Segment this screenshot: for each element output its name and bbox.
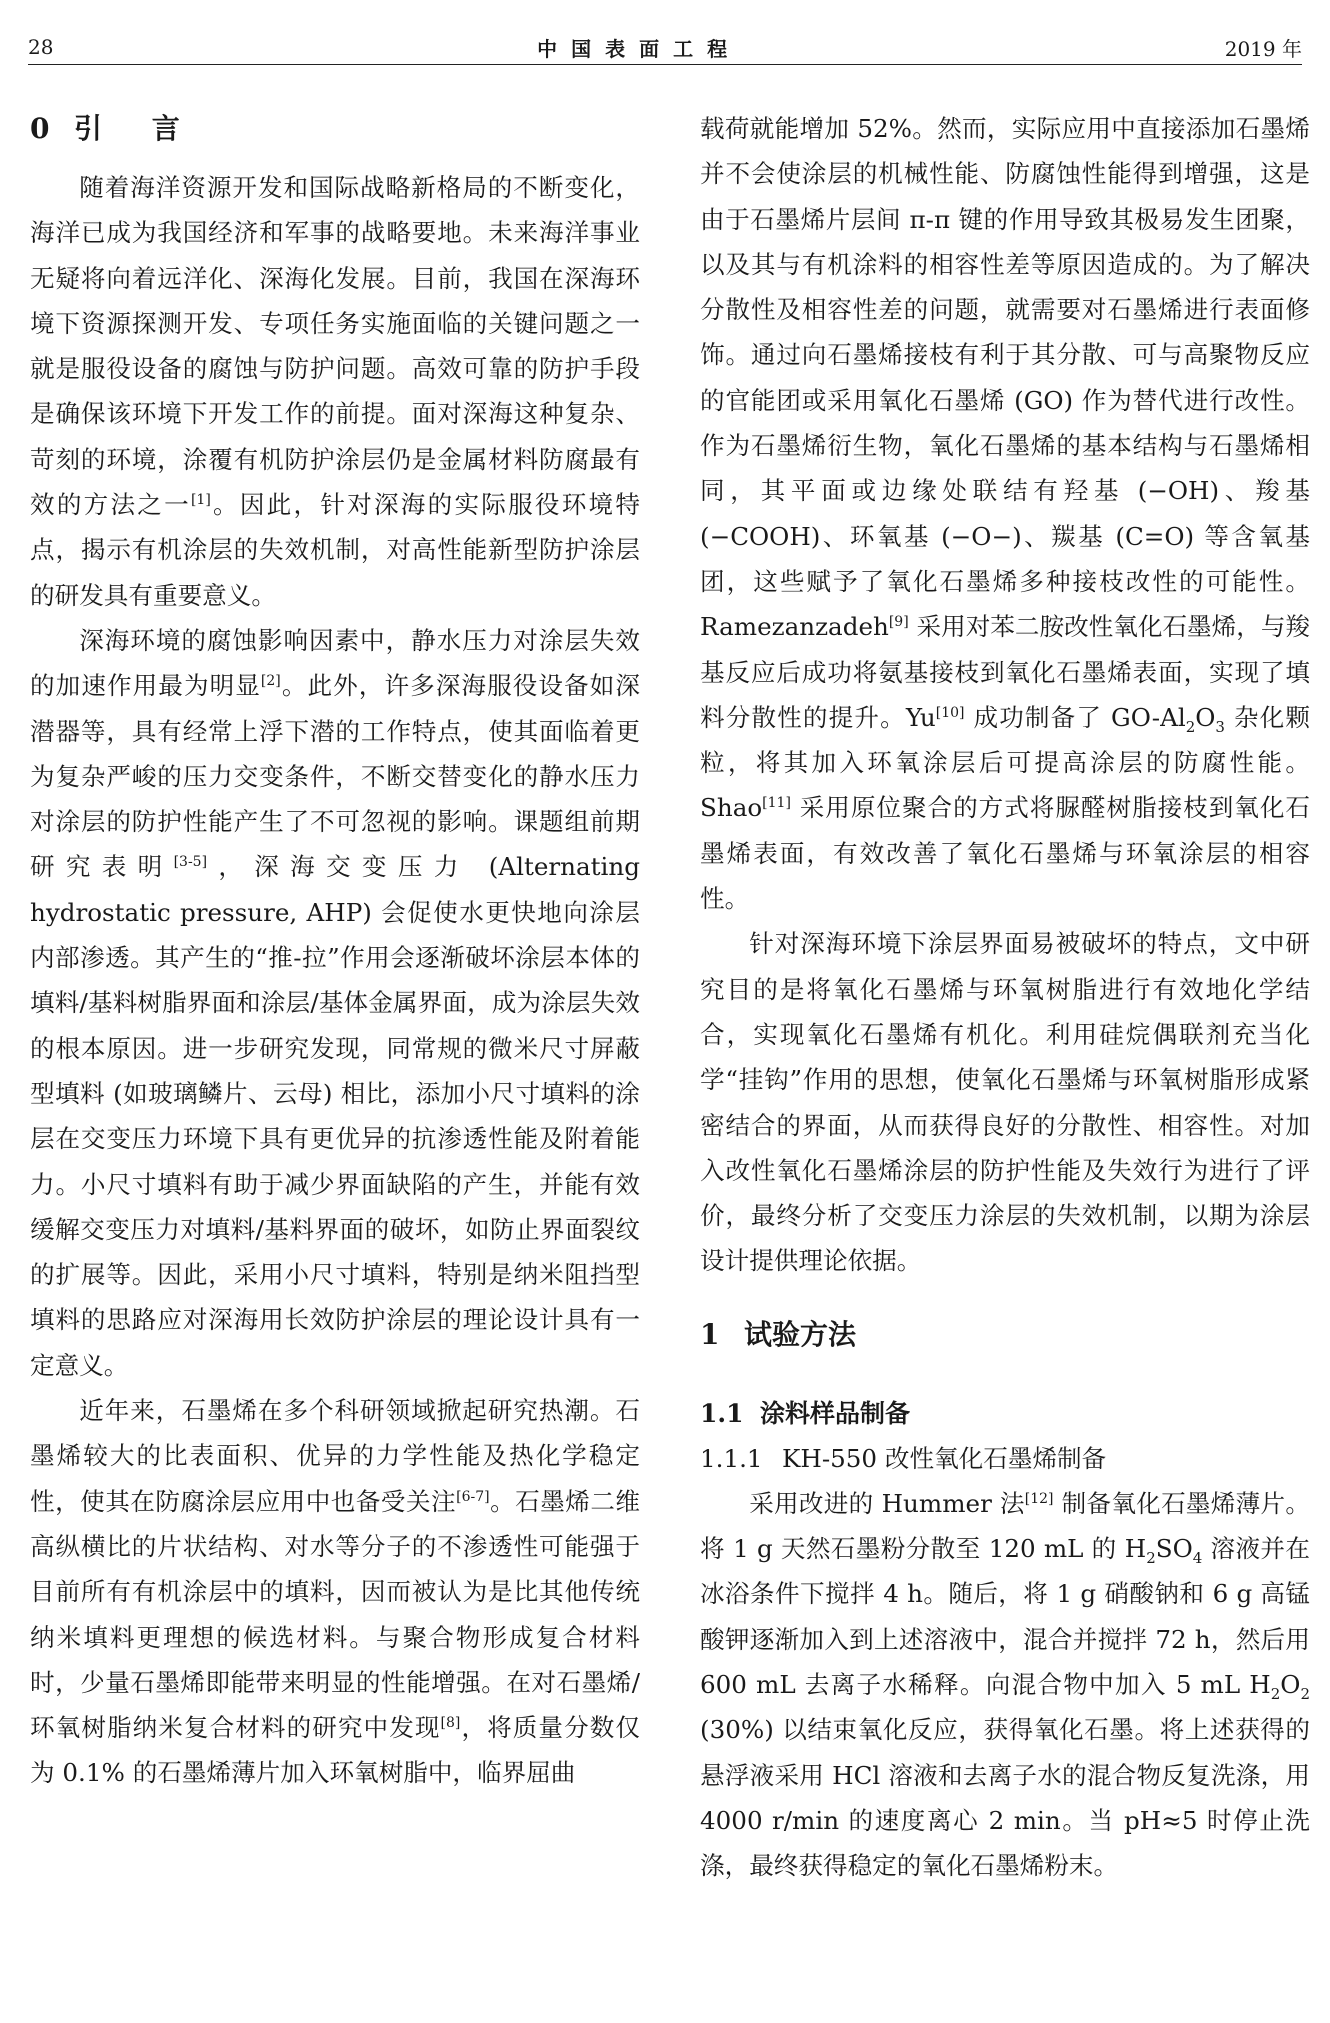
citation-ref[interactable]: [8]: [440, 1714, 461, 1731]
subsubsection-title: KH-550 改性氧化石墨烯制备: [782, 1443, 1107, 1473]
citation-ref[interactable]: [12]: [1024, 1490, 1054, 1507]
running-header: [28, 30, 1302, 65]
section-number: 1: [700, 1317, 720, 1351]
citation-ref[interactable]: [11]: [762, 795, 791, 812]
intro-paragraph-4: 针对深海环境下涂层界面易被破坏的特点，文中研究目的是将氧化石墨烯与环氧树脂进行有效地化学结合，实现氧化石墨烯有机化。利用硅烷偶联剂充当化学“挂钩”作用的思想，使氧化石墨烯与环氧树脂形成紧密结合的界面，从而获得良好的分散性、相容性。对加入改性氧化石墨烯涂层的防护性能及失效行为进行了评价，最终分析了交变压力涂层的失效机制，以期为涂层设计提供理论依据。: [700, 929, 1310, 1276]
subsection-heading: [700, 1391, 1310, 1436]
journal-title: 中国表面工程: [537, 36, 742, 61]
intro-paragraph-3-continued: 载荷就能增加 52%。然而，实际应用中直接添加石墨烯并不会使涂层的机械性能、防腐蚀性能得到增强，这是由于石墨烯片层间 π-π 键的作用导致其极易发生团聚，以及其与有机涂料的相容性差等原因造成的。为了解决分散性及相容性差的问题，就需要对石墨烯进行表面修饰。通过向石墨烯接枝有利于其分散、可与高聚物反应的官能团或采用氧化石墨烯 (GO) 作为替代进行改性。作为石墨烯衍生物，氧化石墨烯的基本结构与石墨烯相同，其平面或边缘处联结有羟基 (−OH)、羧基 (−COOH)、环氧基 (−O−)、羰基 (C=O) 等含氧基团，这些赋予了氧化石墨烯多种接枝改性的可能性。Ramezanzadeh[9] 采用对苯二胺改性氧化石墨烯，与羧基反应后成功将氨基接枝到氧化石墨烯表面，实现了填料分散性的提升。Yu[10] 成功制备了 $GO-Al_2O_3$ 杂化颗粒，将其加入环氧涂层后可提高涂层的防腐性能。Shao[11] 采用原位聚合的方式将脲醛树脂接枝到氧化石墨烯表面，有效改善了氧化石墨烯与环氧涂层的相容性。: [700, 114, 1311, 914]
citation-ref[interactable]: [2]: [260, 673, 281, 690]
citation-ref[interactable]: [10]: [935, 704, 965, 721]
section-title: 试验方法: [744, 1317, 857, 1351]
subsection-title: 涂料样品制备: [760, 1398, 911, 1428]
intro-paragraph-3: 近年来，石墨烯在多个科研领域掀起研究热潮。石墨烯较大的比表面积、优异的力学性能及热化学稳定性，使其在防腐涂层应用中也备受关注[6-7]。石墨烯二维高纵横比的片状结构、对水等分子的不渗透性可能强于目前所有有机涂层中的填料，因而被认为是比其他传统纳米填料更理想的候选材料。与聚合物形成复合材料时，少量石墨烯即能带来明显的性能增强。在对石墨烯/环氧树脂纳米复合材料的研究中发现[8]，将质量分数仅为 0.1% 的石墨烯薄片加入环氧树脂中，临界屈曲: [30, 1396, 640, 1788]
citation-ref[interactable]: [9]: [888, 614, 909, 631]
publication-year: 2019 年: [1224, 36, 1302, 61]
subsubsection-heading: [700, 1436, 1310, 1481]
section-number: 0: [30, 112, 50, 145]
citation-ref[interactable]: [6-7]: [456, 1488, 490, 1505]
intro-paragraph-2: 深海环境的腐蚀影响因素中，静水压力对涂层失效的加速作用最为明显[2]。此外，许多深海服役设备如深潜器等，具有经常上浮下潜的工作特点，使其面临着更为复杂严峻的压力交变条件，不断交替变化的静水压力对涂层的防护性能产生了不可忽视的影响。课题组前期研究表明[3-5]，深海交变压力 (Alternating hydrostatic pressure, AHP) 会促使水更快地向涂层内部渗透。其产生的“推-拉”作用会逐渐破坏涂层本体的填料/基料树脂界面和涂层/基体金属界面，成为涂层失效的根本原因。进一步研究发现，同常规的微米尺寸屏蔽型填料 (如玻璃鳞片、云母) 相比，添加小尺寸填料的涂层在交变压力环境下具有更优异的抗渗透性能及附着能力。小尺寸填料有助于减少界面缺陷的产生，并能有效缓解交变压力对填料/基料界面的破坏，如防止界面裂纹的扩展等。因此，采用小尺寸填料，特别是纳米阻挡型填料的思路应对深海用长效防护涂层的理论设计具有一定意义。: [30, 625, 640, 1380]
left-column: [30, 106, 640, 1796]
methods-paragraph-1: 采用改进的 Hummer 法[12] 制备氧化石墨烯薄片。将 1 g 天然石墨粉分散至 120 mL 的 $H_2SO_4$ 溶液并在冰浴条件下搅拌 4 h。随后，将 1 g 硝酸钠和 6 g 高锰酸钾逐渐加入到上述溶液中，混合并搅拌 72 h，然后用 600 mL 去离子水稀释。向混合物中加入 5 mL $H_2O_2$ (30%) 以结束氧化反应，获得氧化石墨。将上述获得的悬浮液采用 HCl 溶液和去离子水的混合物反复洗涤，用 4000 r/min 的速度离心 2 min。当 pH≈5 时停止洗涤，最终获得稳定的氧化石墨烯粉末。: [700, 1488, 1310, 1881]
page-number: 28: [28, 35, 54, 59]
section-title: 引 言: [74, 112, 200, 145]
right-column: [700, 106, 1310, 1888]
citation-ref[interactable]: [3-5]: [173, 854, 208, 871]
intro-paragraph-1: 随着海洋资源开发和国际战略新格局的不断变化，海洋已成为我国经济和军事的战略要地。未来海洋事业无疑将向着远洋化、深海化发展。目前，我国在深海环境下资源探测开发、专项任务实施面临的关键问题之一就是服役设备的腐蚀与防护问题。高效可靠的防护手段是确保该环境下开发工作的前提。面对深海这种复杂、苛刻的环境，涂覆有机防护涂层仍是金属材料防腐最有效的方法之一[1]。因此，针对深海的实际服役环境特点，揭示有机涂层的失效机制，对高性能新型防护涂层的研发具有重要意义。: [30, 173, 640, 610]
subsection-number: 1.1: [700, 1398, 744, 1428]
section-heading-methods: [700, 1312, 1310, 1357]
section-heading-introduction: [30, 106, 640, 151]
citation-ref[interactable]: [1]: [190, 491, 211, 508]
subsubsection-number: 1.1.1: [700, 1443, 763, 1473]
